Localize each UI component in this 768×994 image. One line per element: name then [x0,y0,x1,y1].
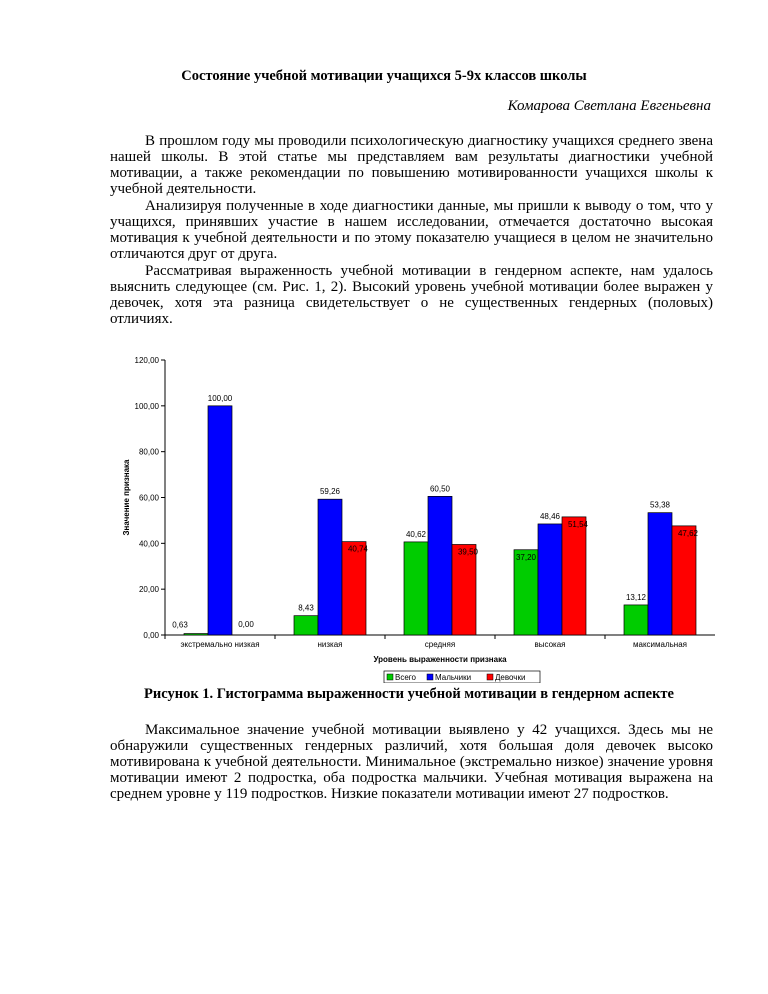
legend-swatch-Всего [387,674,393,680]
bar-Всего [514,550,538,635]
data-label: 0,63 [172,620,188,630]
legend-label: Девочки [495,673,526,682]
data-label: 60,50 [429,484,451,494]
x-category-label: средняя [424,640,456,649]
paragraph-2: Анализируя полученные в ходе диагностики данные, мы пришли к выводу о том, что у учащихся, принявших участие в нашем исследовании, отмечается достаточно высокая мотивация к учебной деятельности и по этому показателю учащиеся в целом не значительно отличаются друг от друга. [110,198,713,262]
y-tick-label: 40,00 [138,539,159,549]
bar-Девочки [672,526,696,635]
paragraph-4: Максимальное значение учебной мотивации выявлено у 42 учащихся. Здесь мы не обнаружили существенных гендерных различий, хотя большая доля девочек высоко мотивирована к учебной деятельности. Минимальное (экстремально низкое) значение уровня мотивации имеют 2 подростка, оба подростка мальчики. Учебная мотивация выражена на среднем уровне у 119 подростков. Низкие показатели мотивации имеют 27 подростков. [110,722,713,802]
y-tick-label: 120,00 [134,356,159,365]
legend-swatch-Девочки [487,674,493,680]
data-label: 13,12 [625,592,647,602]
bar-Мальчики [648,513,672,635]
bar-Всего [294,616,318,635]
x-axis-title: Уровень выраженности признака [373,655,507,664]
paragraph-1: В прошлом году мы проводили психологическую диагностику учащихся среднего звена нашей школы. В этой статье мы представляем вам результаты диагностики учебной мотивации, а также рекомендации по повышению мотивированности учащихся школы к учебной деятельности. [110,133,713,197]
data-label: 48,46 [539,511,561,521]
x-category-label: низкая [317,640,343,649]
data-label: 53,38 [649,500,671,510]
y-tick-label: 80,00 [138,447,159,457]
bar-Мальчики [428,496,452,635]
bar-Девочки [452,544,476,635]
gender-motivation-bar-chart [105,348,725,683]
y-tick-label: 20,00 [138,585,159,595]
data-label: 0,00 [238,620,254,629]
data-label: 40,62 [405,529,427,539]
data-label: 47,62 [677,528,699,538]
data-label: 40,74 [347,544,369,554]
paragraph-3: Рассматривая выраженность учебной мотивации в гендерном аспекте, нам удалось выяснить следующее (см. Рис. 1, 2). Высокий уровень учебной мотивации более выражен у девочек, хотя эта разница свидетельствует о не существенных гендерных (половых) отличиях. [110,263,713,327]
data-label: 100,00 [207,393,233,403]
bar-Всего [184,634,208,635]
bar-Всего [624,605,648,635]
data-label: 8,43 [298,603,314,613]
figure-caption: Рисунок 1. Гистограмма выраженности учебной мотивации в гендерном аспекте [144,686,674,702]
document-title: Состояние учебной мотивации учащихся 5-9х классов школы [181,68,587,84]
bar-Девочки [562,517,586,635]
bar-Мальчики [208,406,232,635]
x-category-label: максимальная [633,640,687,649]
x-category-label: высокая [534,640,566,649]
data-label: 51,54 [567,519,589,529]
document-author: Комарова Светлана Евгеньевна [507,98,711,114]
data-label: 59,26 [319,487,341,497]
data-label: 37,20 [515,552,537,562]
legend-label: Мальчики [435,673,472,682]
bar-Девочки [342,542,366,635]
legend-swatch-Мальчики [427,674,433,680]
y-axis-title: Значение признака [122,459,131,536]
legend-label: Всего [395,673,416,682]
bar-Мальчики [538,524,562,635]
y-tick-label: 0,00 [143,631,159,640]
y-tick-label: 100,00 [134,401,159,411]
y-tick-label: 60,00 [138,493,159,503]
bar-Всего [404,542,428,635]
bar-Мальчики [318,499,342,635]
data-label: 39,50 [457,547,479,557]
x-category-label: экстремально низкая [180,640,260,649]
